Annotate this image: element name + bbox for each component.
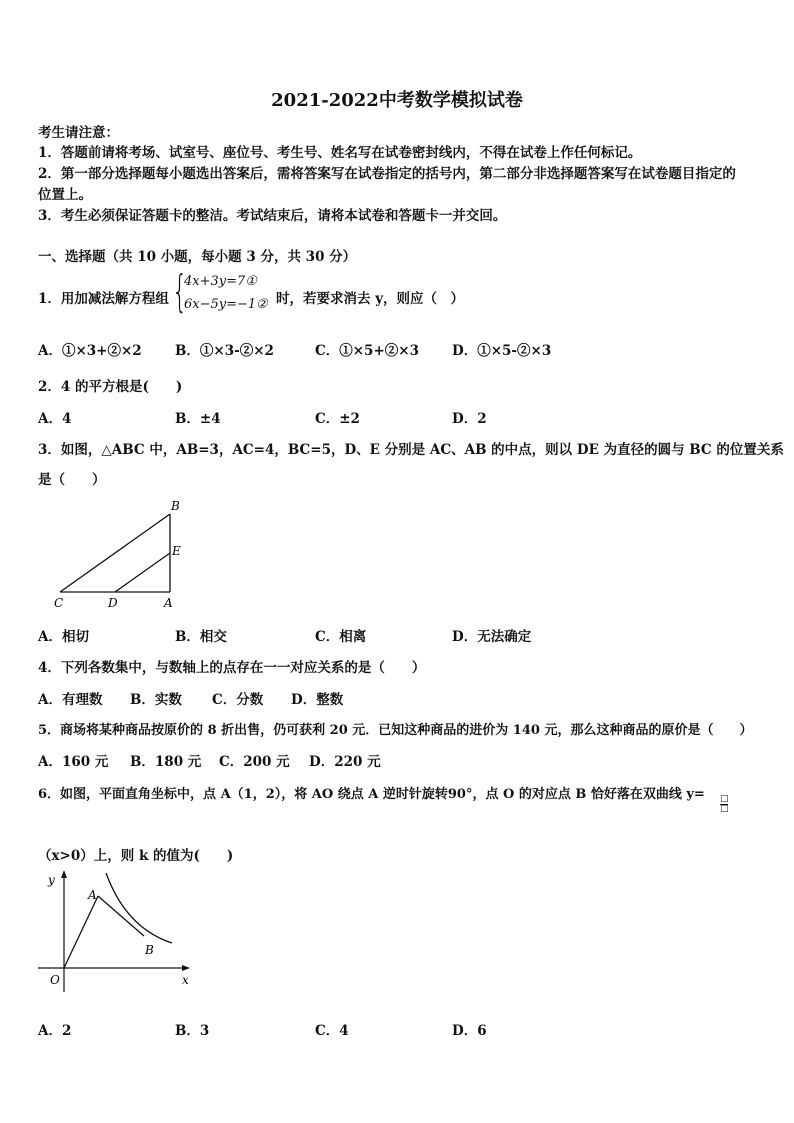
option-a: A．相切 [38, 629, 89, 645]
segment-oa [64, 896, 98, 968]
label-x: x [182, 973, 189, 987]
label-e: E [172, 544, 181, 558]
x-axis-arrow-icon [182, 965, 190, 971]
option-a: A．2 [38, 1023, 72, 1039]
segment-de [115, 553, 170, 592]
option-b: B．①×3-②×2 [175, 343, 274, 359]
notice-item: 位置上。 [38, 187, 92, 203]
option-a: A．有理数 [38, 692, 103, 708]
option-b: B．相交 [175, 629, 227, 645]
option-c: C．相离 [315, 629, 367, 645]
option-d: D．无法确定 [452, 629, 532, 645]
notice-item: 2．第一部分选择题每小题选出答案后，需将答案写在试卷指定的括号内，第二部分非选择题答案写在试卷题目指定的 [38, 166, 736, 182]
equation-1: 4x+3y=7① [184, 274, 257, 289]
option-d: D．6 [452, 1023, 487, 1039]
question-3-line-2: 是（ ） [38, 472, 106, 488]
question-2: 2．4 的平方根是( ) [38, 379, 183, 395]
label-a: A [164, 596, 173, 610]
label-b: B [145, 943, 154, 957]
section-heading: 一、选择题（共 10 小题，每小题 3 分，共 30 分） [38, 249, 357, 265]
brace-icon: { [172, 266, 188, 317]
option-b: B．180 元 [130, 754, 202, 770]
option-c: C．4 [315, 1023, 349, 1039]
option-c: C．±2 [315, 411, 360, 427]
label-a: A [88, 888, 97, 902]
segment-cb [60, 514, 170, 592]
question-6-line-1: 6．如图，平面直角坐标中，点 A（1，2），将 AO 绕点 A 逆时针旋转90°，点 O 的对应点 B 恰好落在双曲线 y= [38, 787, 705, 802]
label-o: O [50, 973, 60, 987]
question-1-suffix: 时，若要求消去 y，则应（ ） [276, 291, 465, 307]
coordinate-figure [36, 868, 196, 1000]
question-4: 4．下列各数集中，与数轴上的点存在一一对应关系的是（ ） [38, 660, 426, 676]
y-axis-arrow-icon [61, 870, 67, 878]
notice-item: 3．考生必须保证答题卡的整洁。考试结束后，请将本试卷和答题卡一并交回。 [38, 208, 507, 224]
option-d: D．①×5-②×3 [452, 343, 552, 359]
option-d: D．整数 [291, 692, 344, 708]
label-b: B [171, 499, 180, 513]
option-d: D．220 元 [309, 754, 381, 770]
question-5: 5．商场将某种商品按原价的 8 折出售，仍可获利 20 元．已知这种商品的进价为 140 元，那么这种商品的原价是（ ） [38, 723, 753, 738]
triangle-figure [50, 496, 190, 614]
label-y: y [48, 873, 55, 887]
option-a: A．4 [38, 411, 72, 427]
label-d: D [108, 596, 118, 610]
option-c: C．200 元 [219, 754, 290, 770]
question-1-prefix: 1．用加减法解方程组 [38, 291, 169, 307]
option-c: C．①×5+②×3 [315, 343, 419, 359]
fraction-denominator: □ [720, 804, 729, 814]
page-title: 2021-2022中考数学模拟试卷 [271, 90, 523, 111]
fraction-numerator: □ [720, 794, 729, 804]
equation-2: 6x−5y=−1② [184, 297, 268, 312]
option-b: B．3 [175, 1023, 210, 1039]
option-b: B．±4 [175, 411, 221, 427]
question-3-line-1: 3．如图，△ABC 中，AB=3，AC=4，BC=5，D、E 分别是 AC、AB 的中点，则以 DE 为直径的圆与 BC 的位置关系 [38, 442, 784, 458]
segment-ab [98, 896, 144, 936]
option-a: A．160 元 [38, 754, 109, 770]
fraction-k-over-x [720, 795, 728, 814]
notice-item: 1．答题前请将考场、试室号、座位号、考生号、姓名写在试卷密封线内，不得在试卷上作任何标记。 [38, 145, 642, 161]
equation-system [172, 266, 282, 318]
option-b: B．实数 [130, 692, 182, 708]
option-c: C．分数 [212, 692, 264, 708]
question-6-line-2: （x>0）上，则 k 的值为( ) [38, 848, 234, 864]
label-c: C [54, 596, 64, 610]
option-a: A．①×3+②×2 [38, 343, 142, 359]
notice-heading: 考生请注意： [38, 125, 119, 141]
option-d: D．2 [452, 411, 487, 427]
